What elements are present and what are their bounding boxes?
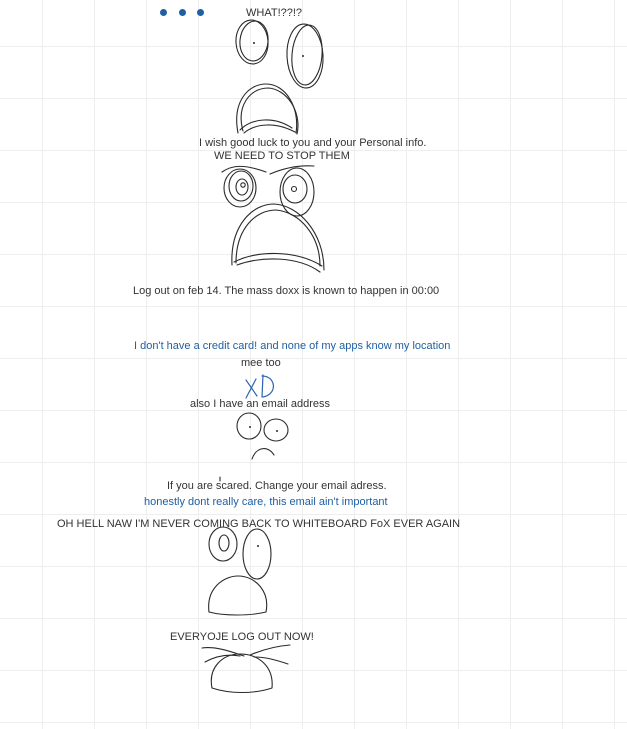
drawing-face-5[interactable]	[202, 645, 290, 693]
sticky-text-hell-naw[interactable]: OH HELL NAW I'M NEVER COMING BACK TO WHITEBOARD FoX EVER AGAIN	[57, 518, 460, 530]
sticky-text-no-credit-card[interactable]: I don't have a credit card! and none of my apps know my location	[134, 340, 451, 352]
sticky-text-mee-too[interactable]: mee too	[241, 357, 281, 369]
sticky-text-everyoje[interactable]: EVERYOJE LOG OUT NOW!	[170, 631, 314, 643]
drawing-face-3[interactable]	[220, 413, 288, 481]
sticky-text-good-luck[interactable]: I wish good luck to you and your Personal info.	[199, 137, 427, 149]
drawing-face-1[interactable]	[235, 19, 325, 134]
sticky-text-log-out-feb[interactable]: Log out on feb 14. The mass doxx is known to happen in 00:00	[133, 285, 440, 297]
sticky-text-scared[interactable]: If you are scared. Change your email adress.	[167, 480, 387, 492]
sticky-text-email-address[interactable]: also I have an email address	[190, 398, 331, 410]
sticky-text-stop-them[interactable]: WE NEED TO STOP THEM	[214, 150, 350, 162]
drawing-xd[interactable]	[246, 375, 273, 398]
drawing-face-4[interactable]	[209, 527, 271, 615]
drawing-face-2[interactable]	[222, 166, 324, 272]
sticky-text-what[interactable]: WHAT!??!?	[246, 7, 303, 19]
sticky-text-dont-care[interactable]: honestly dont really care, this email ain't important	[144, 496, 388, 508]
